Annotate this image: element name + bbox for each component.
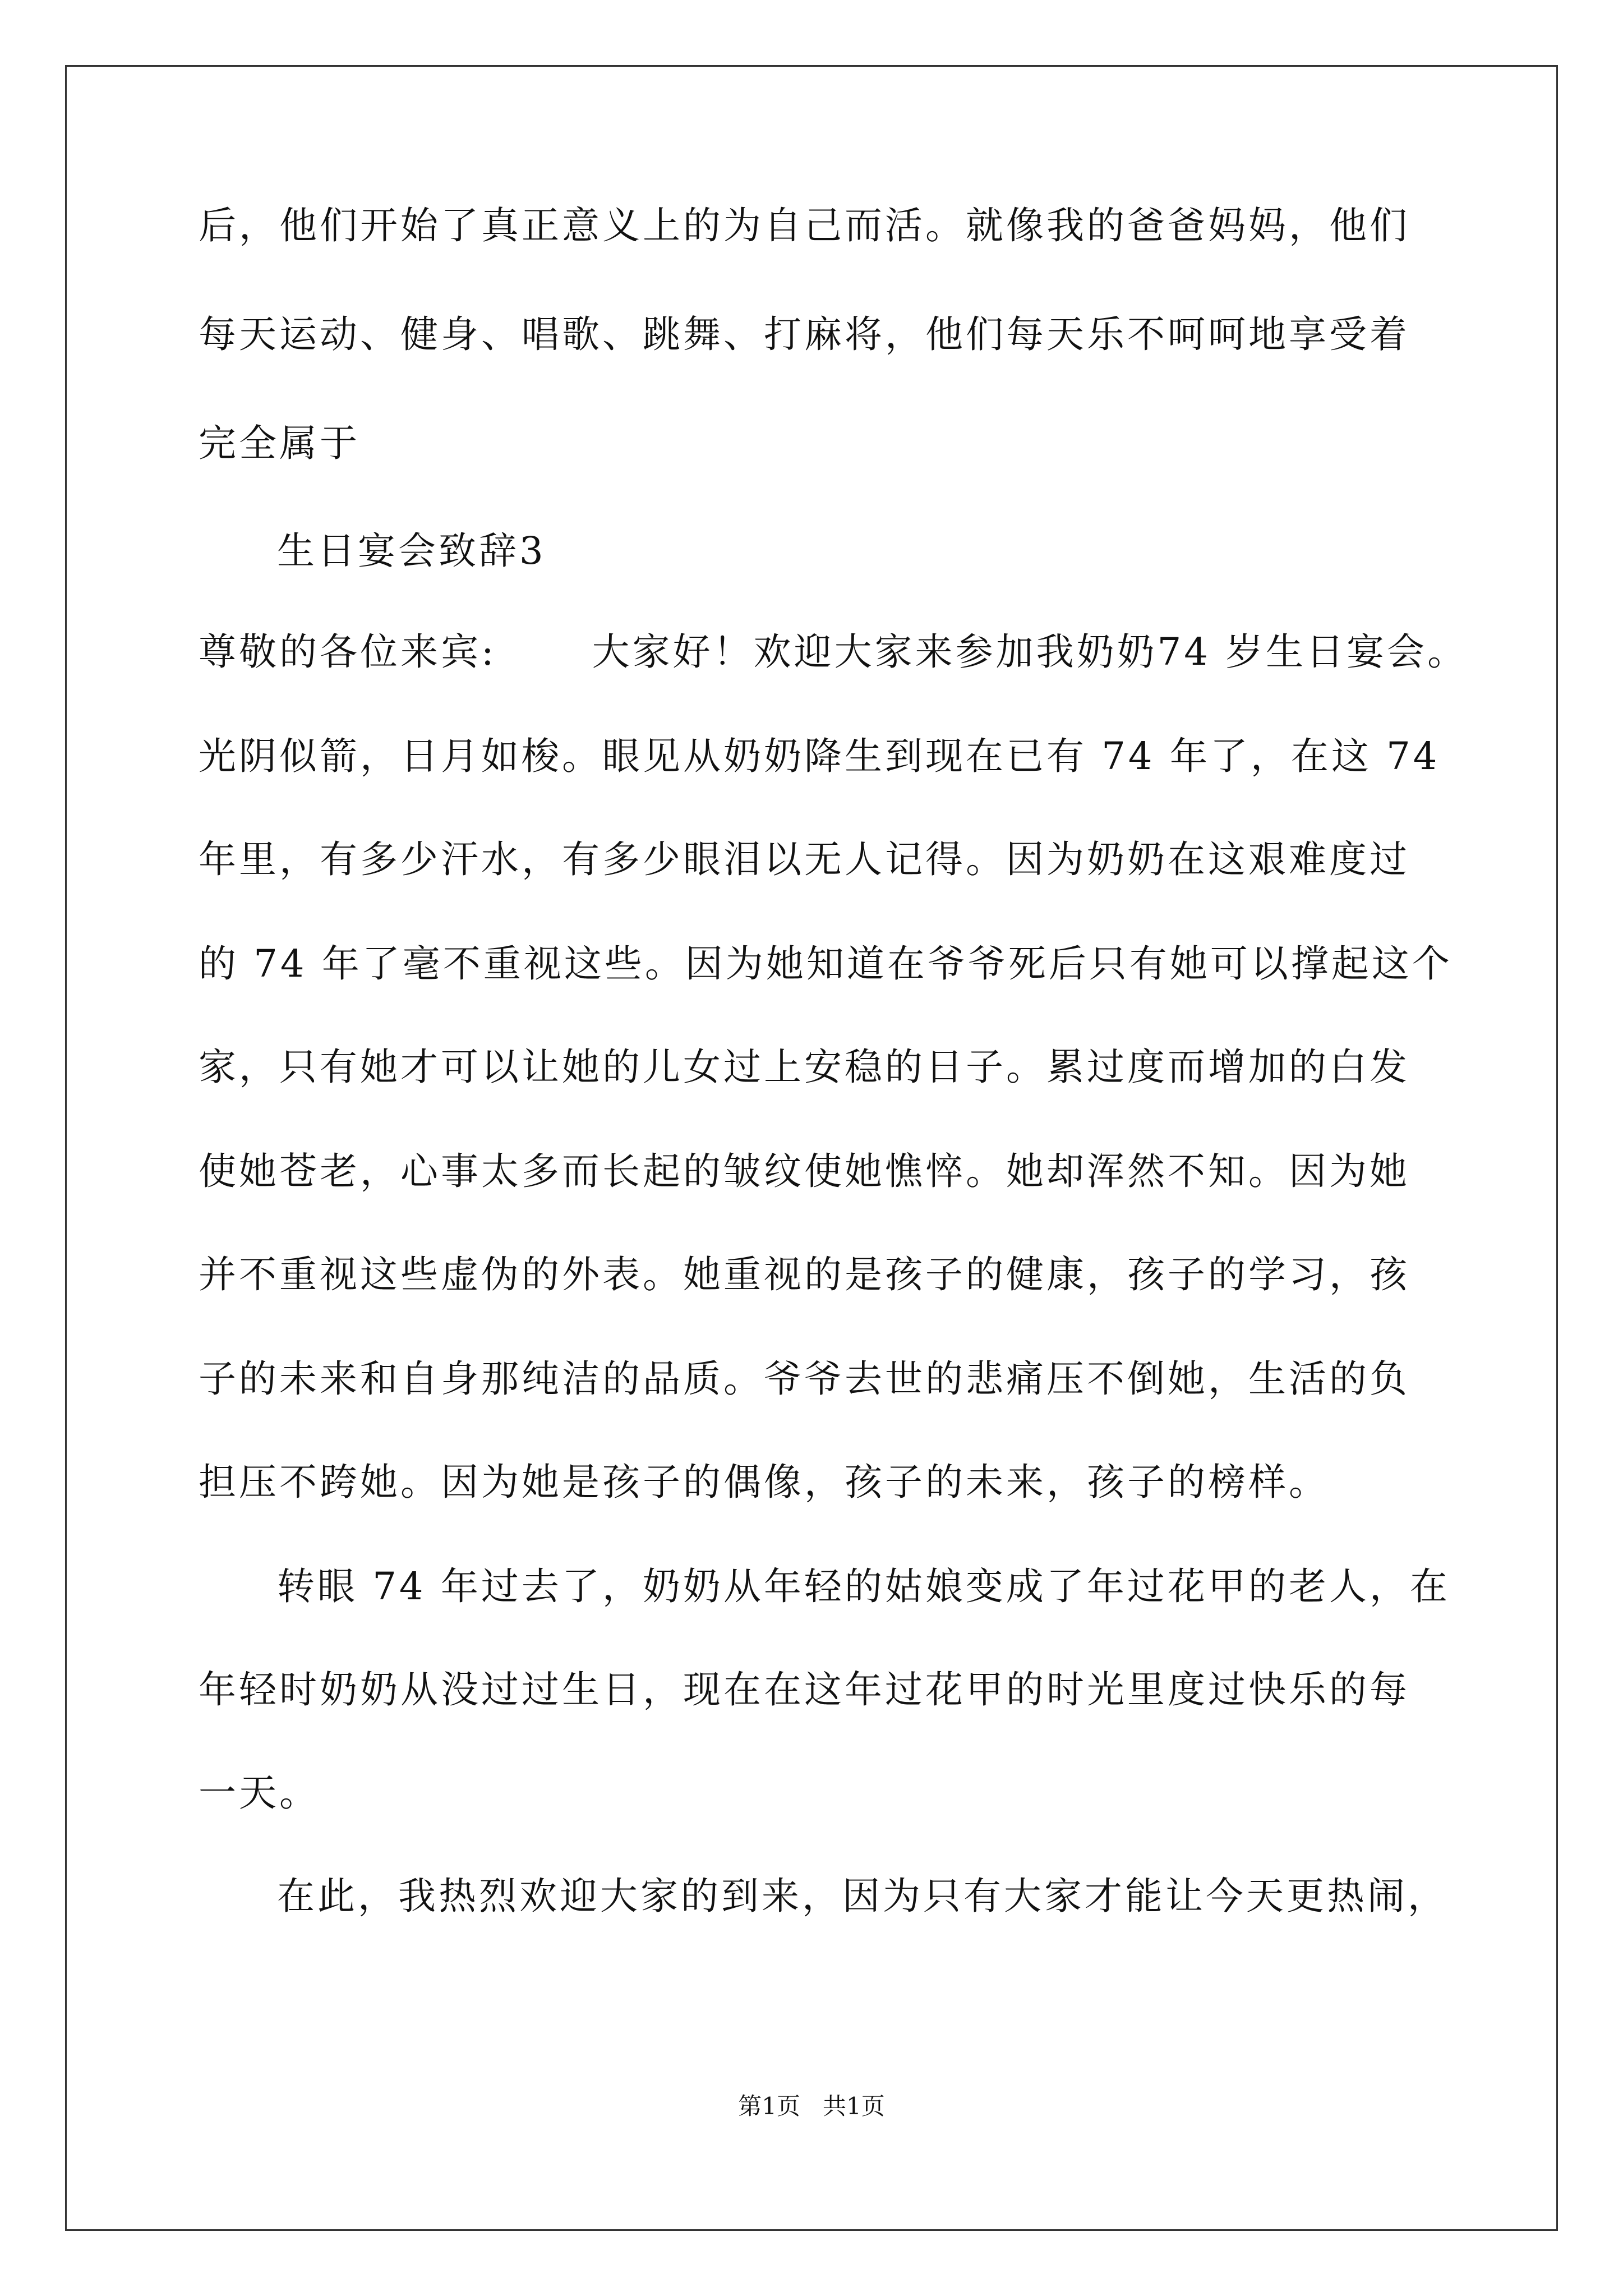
paragraph-line: 担压不跨她。因为她是孩子的偶像，孩子的未来，孩子的榜样。 bbox=[199, 1460, 1329, 1504]
page-number-footer: 第1页 共1页 bbox=[738, 2092, 885, 2120]
paragraph-line: 后，他们开始了真正意义上的为自己而活。就像我的爸爸妈妈，他们 bbox=[199, 204, 1410, 247]
paragraph-line: 转眼 74 年过去了，奶奶从年轻的姑娘变成了年过花甲的老人，在 bbox=[277, 1565, 1450, 1608]
paragraph-line: 子的未来和自身那纯洁的品质。爷爷去世的悲痛压不倒她，生活的负 bbox=[199, 1357, 1410, 1401]
paragraph-line: 年轻时奶奶从没过过生日，现在在这年过花甲的时光里度过快乐的每 bbox=[199, 1668, 1410, 1711]
paragraph-line: 一天。 bbox=[199, 1771, 320, 1815]
paragraph-line: 年里，有多少汗水，有多少眼泪以无人记得。因为奶奶在这艰难度过 bbox=[199, 838, 1410, 881]
paragraph-line: 在此，我热烈欢迎大家的到来，因为只有大家才能让今天更热闹， bbox=[277, 1874, 1448, 1918]
paragraph-line: 使她苍老，心事太多而长起的皱纹使她憔悴。她却浑然不知。因为她 bbox=[199, 1149, 1410, 1193]
paragraph-line: 的 74 年了毫不重视这些。因为她知道在爷爷死后只有她可以撑起这个 bbox=[199, 942, 1453, 986]
section-heading: 生日宴会致辞3 bbox=[277, 529, 546, 573]
paragraph-line: 完全属于 bbox=[199, 421, 360, 465]
paragraph-line: 并不重视这些虚伪的外表。她重视的是孩子的健康，孩子的学习，孩 bbox=[199, 1253, 1410, 1296]
paragraph-line: 光阴似箭，日月如梭。眼见从奶奶降生到现在已有 74 年了，在这 74 bbox=[199, 734, 1440, 778]
greeting-line bbox=[199, 624, 1468, 680]
paragraph-line: 家，只有她才可以让她的儿女过上安稳的日子。累过度而增加的白发 bbox=[199, 1045, 1410, 1089]
greeting-salutation: 尊敬的各位来宾: bbox=[199, 630, 497, 674]
greeting-welcome: 大家好！欢迎大家来参加我奶奶74 岁生日宴会。 bbox=[592, 630, 1468, 674]
paragraph-line: 每天运动、健身、唱歌、跳舞、打麻将，他们每天乐不呵呵地享受着 bbox=[199, 312, 1410, 356]
